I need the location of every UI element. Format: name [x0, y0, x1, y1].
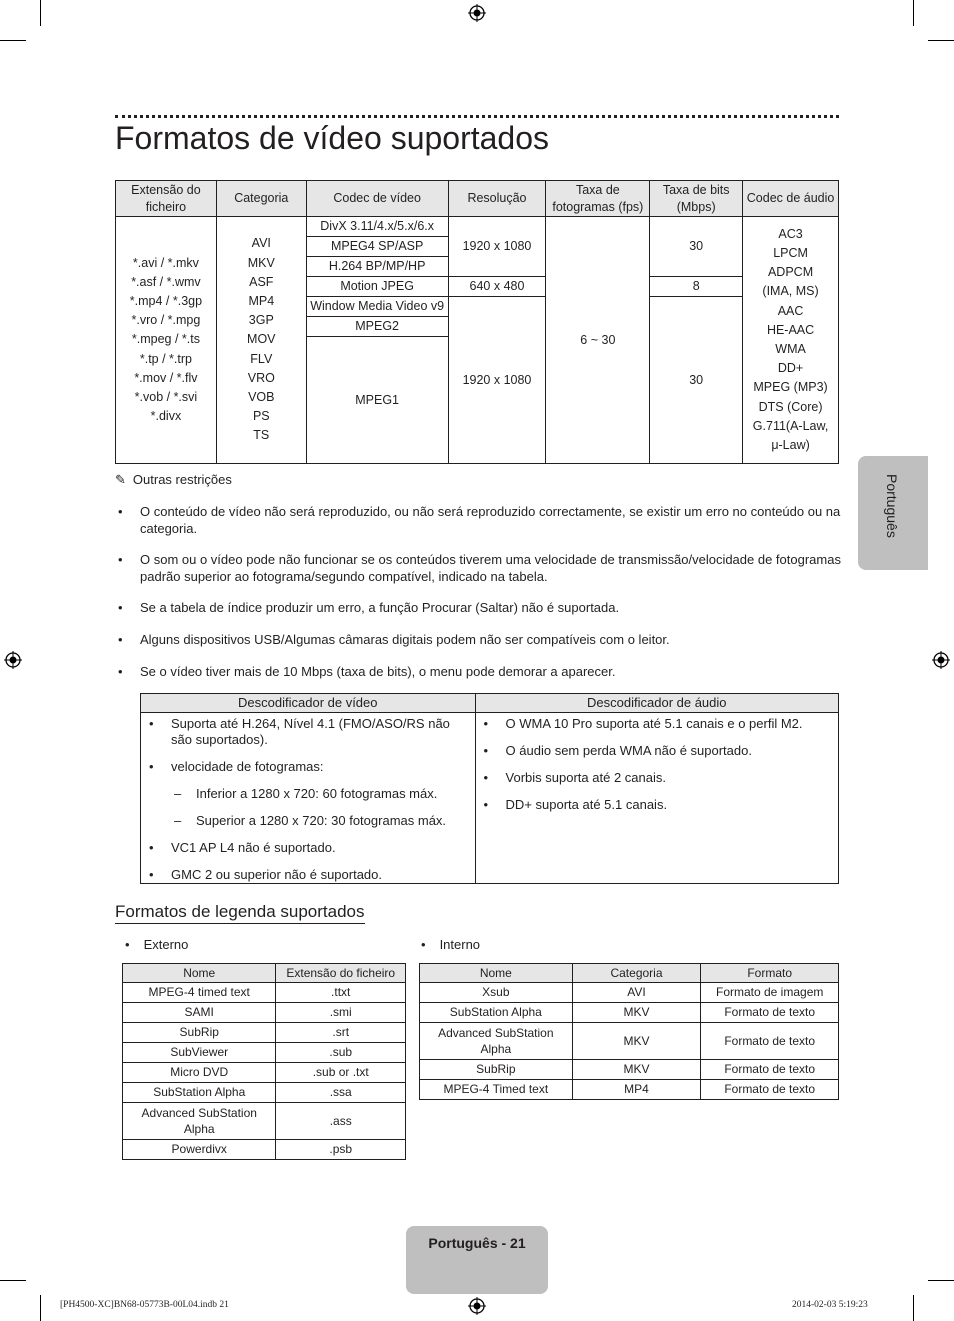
codec-cell: Window Media Video v9 [306, 297, 448, 317]
audio-decoder-list [476, 716, 836, 813]
crop-mark [928, 40, 954, 41]
list-item: • O conteúdo de vídeo não será reproduzido, ou não será reproduzido correctamente, se existir um erro no conteúdo ou na categoria. [115, 503, 845, 537]
table-row: MPEG-4 Timed text MP4 Formato de texto [420, 1080, 839, 1100]
title-rule [115, 115, 839, 118]
registration-mark-icon [4, 651, 22, 669]
table-row: SubStation Alpha MKV Formato de texto [420, 1003, 839, 1023]
table-row: SubStation Alpha .ssa [123, 1083, 406, 1103]
list-item: • DD+ suporta até 5.1 canais. [476, 797, 836, 813]
codec-cell: H.264 BP/MP/HP [306, 257, 448, 277]
list-item: • Se o vídeo tiver mais de 10 Mbps (taxa de bits), o menu pode demorar a aparecer. [115, 663, 845, 680]
bit-rate-cell: 30 [650, 297, 743, 464]
video-formats-table [115, 180, 839, 464]
external-label: • Externo [125, 937, 189, 952]
side-tab-label: Português [884, 474, 900, 538]
list-item: • O áudio sem perda WMA não é suportado. [476, 743, 836, 759]
codec-cell: MPEG4 SP/ASP [306, 237, 448, 257]
list-item: • Se a tabela de índice produzir um erro, a função Procurar (Saltar) não é suportada. [115, 599, 845, 616]
codec-cell: MPEG2 [306, 317, 448, 337]
internal-subtitle-table [419, 963, 839, 1100]
resolution-cell: 640 x 480 [448, 277, 546, 297]
table-row: Advanced SubStation Alpha .ass [123, 1103, 406, 1140]
header-category: Categoria [216, 181, 306, 217]
list-item: • Suporta até H.264, Nível 4.1 (FMO/ASO/RS não são suportados). [141, 716, 473, 748]
list-item: • O som ou o vídeo pode não funcionar se os conteúdos tiverem uma velocidade de transmissão/velocidade de fotogramas padrão superior ao fotograma/segundo compatível, indicado na tabela. [115, 551, 845, 585]
print-timestamp: 2014-02-03 5:19:23 [792, 1300, 868, 1310]
resolution-cell: 1920 x 1080 [448, 297, 546, 464]
frame-rate-cell: 6 ~ 30 [546, 217, 650, 464]
table-row: MPEG-4 timed text .ttxt [123, 983, 406, 1003]
crop-mark [40, 1295, 41, 1321]
page-number-box [406, 1226, 548, 1294]
registration-mark-icon [468, 4, 486, 22]
language-side-tab [858, 456, 928, 570]
header-format: Formato [701, 964, 839, 983]
header-category: Categoria [572, 964, 701, 983]
crop-mark [913, 0, 914, 26]
categories-cell: AVI MKV ASF MP4 3GP MOV FLV VRO VOB PS TS [216, 217, 306, 464]
list-item: – Superior a 1280 x 720: 30 fotogramas máx. [141, 813, 473, 829]
table-row: Micro DVD .sub or .txt [123, 1063, 406, 1083]
page-title: Formatos de vídeo suportados [115, 120, 550, 156]
internal-label: • Interno [421, 937, 481, 952]
header-name: Nome [123, 964, 276, 983]
list-item: • velocidade de fotogramas: [141, 759, 473, 775]
restrictions-note [115, 472, 232, 488]
crop-mark [913, 1295, 914, 1321]
list-item: • GMC 2 ou superior não é suportado. [141, 867, 473, 883]
external-subtitle-table [122, 963, 406, 1160]
table-row: Advanced SubStation Alpha MKV Formato de texto [420, 1023, 839, 1060]
table-row: SubRip .srt [123, 1023, 406, 1043]
list-item: • VC1 AP L4 não é suportado. [141, 840, 473, 856]
table-row: SubViewer .sub [123, 1043, 406, 1063]
header-audio-codec: Codec de áudio [743, 181, 839, 217]
bit-rate-cell: 8 [650, 277, 743, 297]
codec-cell: DivX 3.11/4.x/5.x/6.x [306, 217, 448, 237]
codec-cell: MPEG1 [306, 337, 448, 464]
header-bit-rate: Taxa de bits (Mbps) [650, 181, 743, 217]
crop-mark [40, 0, 41, 26]
registration-mark-icon [468, 1297, 486, 1315]
list-item: – Inferior a 1280 x 720: 60 fotogramas máx. [141, 786, 473, 802]
table-row: Powerdivx .psb [123, 1140, 406, 1160]
header-name: Nome [420, 964, 573, 983]
crop-mark [0, 40, 26, 41]
resolution-cell: 1920 x 1080 [448, 217, 546, 277]
table-row: SubRip MKV Formato de texto [420, 1060, 839, 1080]
pencil-icon: ✎ [115, 472, 126, 487]
crop-mark [0, 1280, 26, 1281]
header-frame-rate: Taxa de fotogramas (fps) [546, 181, 650, 217]
table-row: SAMI .smi [123, 1003, 406, 1023]
list-item: • Vorbis suporta até 2 canais. [476, 770, 836, 786]
restrictions-list [115, 503, 845, 680]
print-file-info: [PH4500-XC]BN68-05773B-00L04.indb 21 [60, 1300, 229, 1310]
table-row: Xsub AVI Formato de imagem [420, 983, 839, 1003]
codec-cell: Motion JPEG [306, 277, 448, 297]
header-resolution: Resolução [448, 181, 546, 217]
header-extension: Extensão do ficheiro [276, 964, 406, 983]
restrictions-title: Outras restrições [132, 472, 232, 487]
video-decoder-cell [141, 713, 476, 884]
header-video-codec: Codec de vídeo [306, 181, 448, 217]
audio-decoder-header: Descodificador de áudio [475, 694, 838, 713]
list-item: • Alguns dispositivos USB/Algumas câmaras digitais podem não ser compatíveis com o leitor. [115, 631, 845, 648]
subtitle-section-title: Formatos de legenda suportados [115, 902, 365, 924]
page-number-label: Português - 21 [428, 1235, 526, 1251]
registration-mark-icon [932, 651, 950, 669]
list-item: • O WMA 10 Pro suporta até 5.1 canais e o perfil M2. [476, 716, 836, 732]
video-decoder-list [141, 716, 473, 883]
audio-codecs-cell: AC3 LPCM ADPCM (IMA, MS) AAC HE-AAC WMA DD+ MPEG (MP3) DTS (Core) G.711(A-Law, μ-Law) [743, 217, 839, 464]
crop-mark [928, 1280, 954, 1281]
bit-rate-cell: 30 [650, 217, 743, 277]
header-extension: Extensão do ficheiro [116, 181, 217, 217]
audio-decoder-cell [475, 713, 838, 884]
decoder-table [140, 693, 839, 884]
video-decoder-header: Descodificador de vídeo [141, 694, 476, 713]
extensions-cell: *.avi / *.mkv *.asf / *.wmv *.mp4 / *.3gp *.vro / *.mpg *.mpeg / *.ts *.tp / *.trp *.mov / *.flv *.vob / *.svi *.divx [116, 217, 217, 464]
